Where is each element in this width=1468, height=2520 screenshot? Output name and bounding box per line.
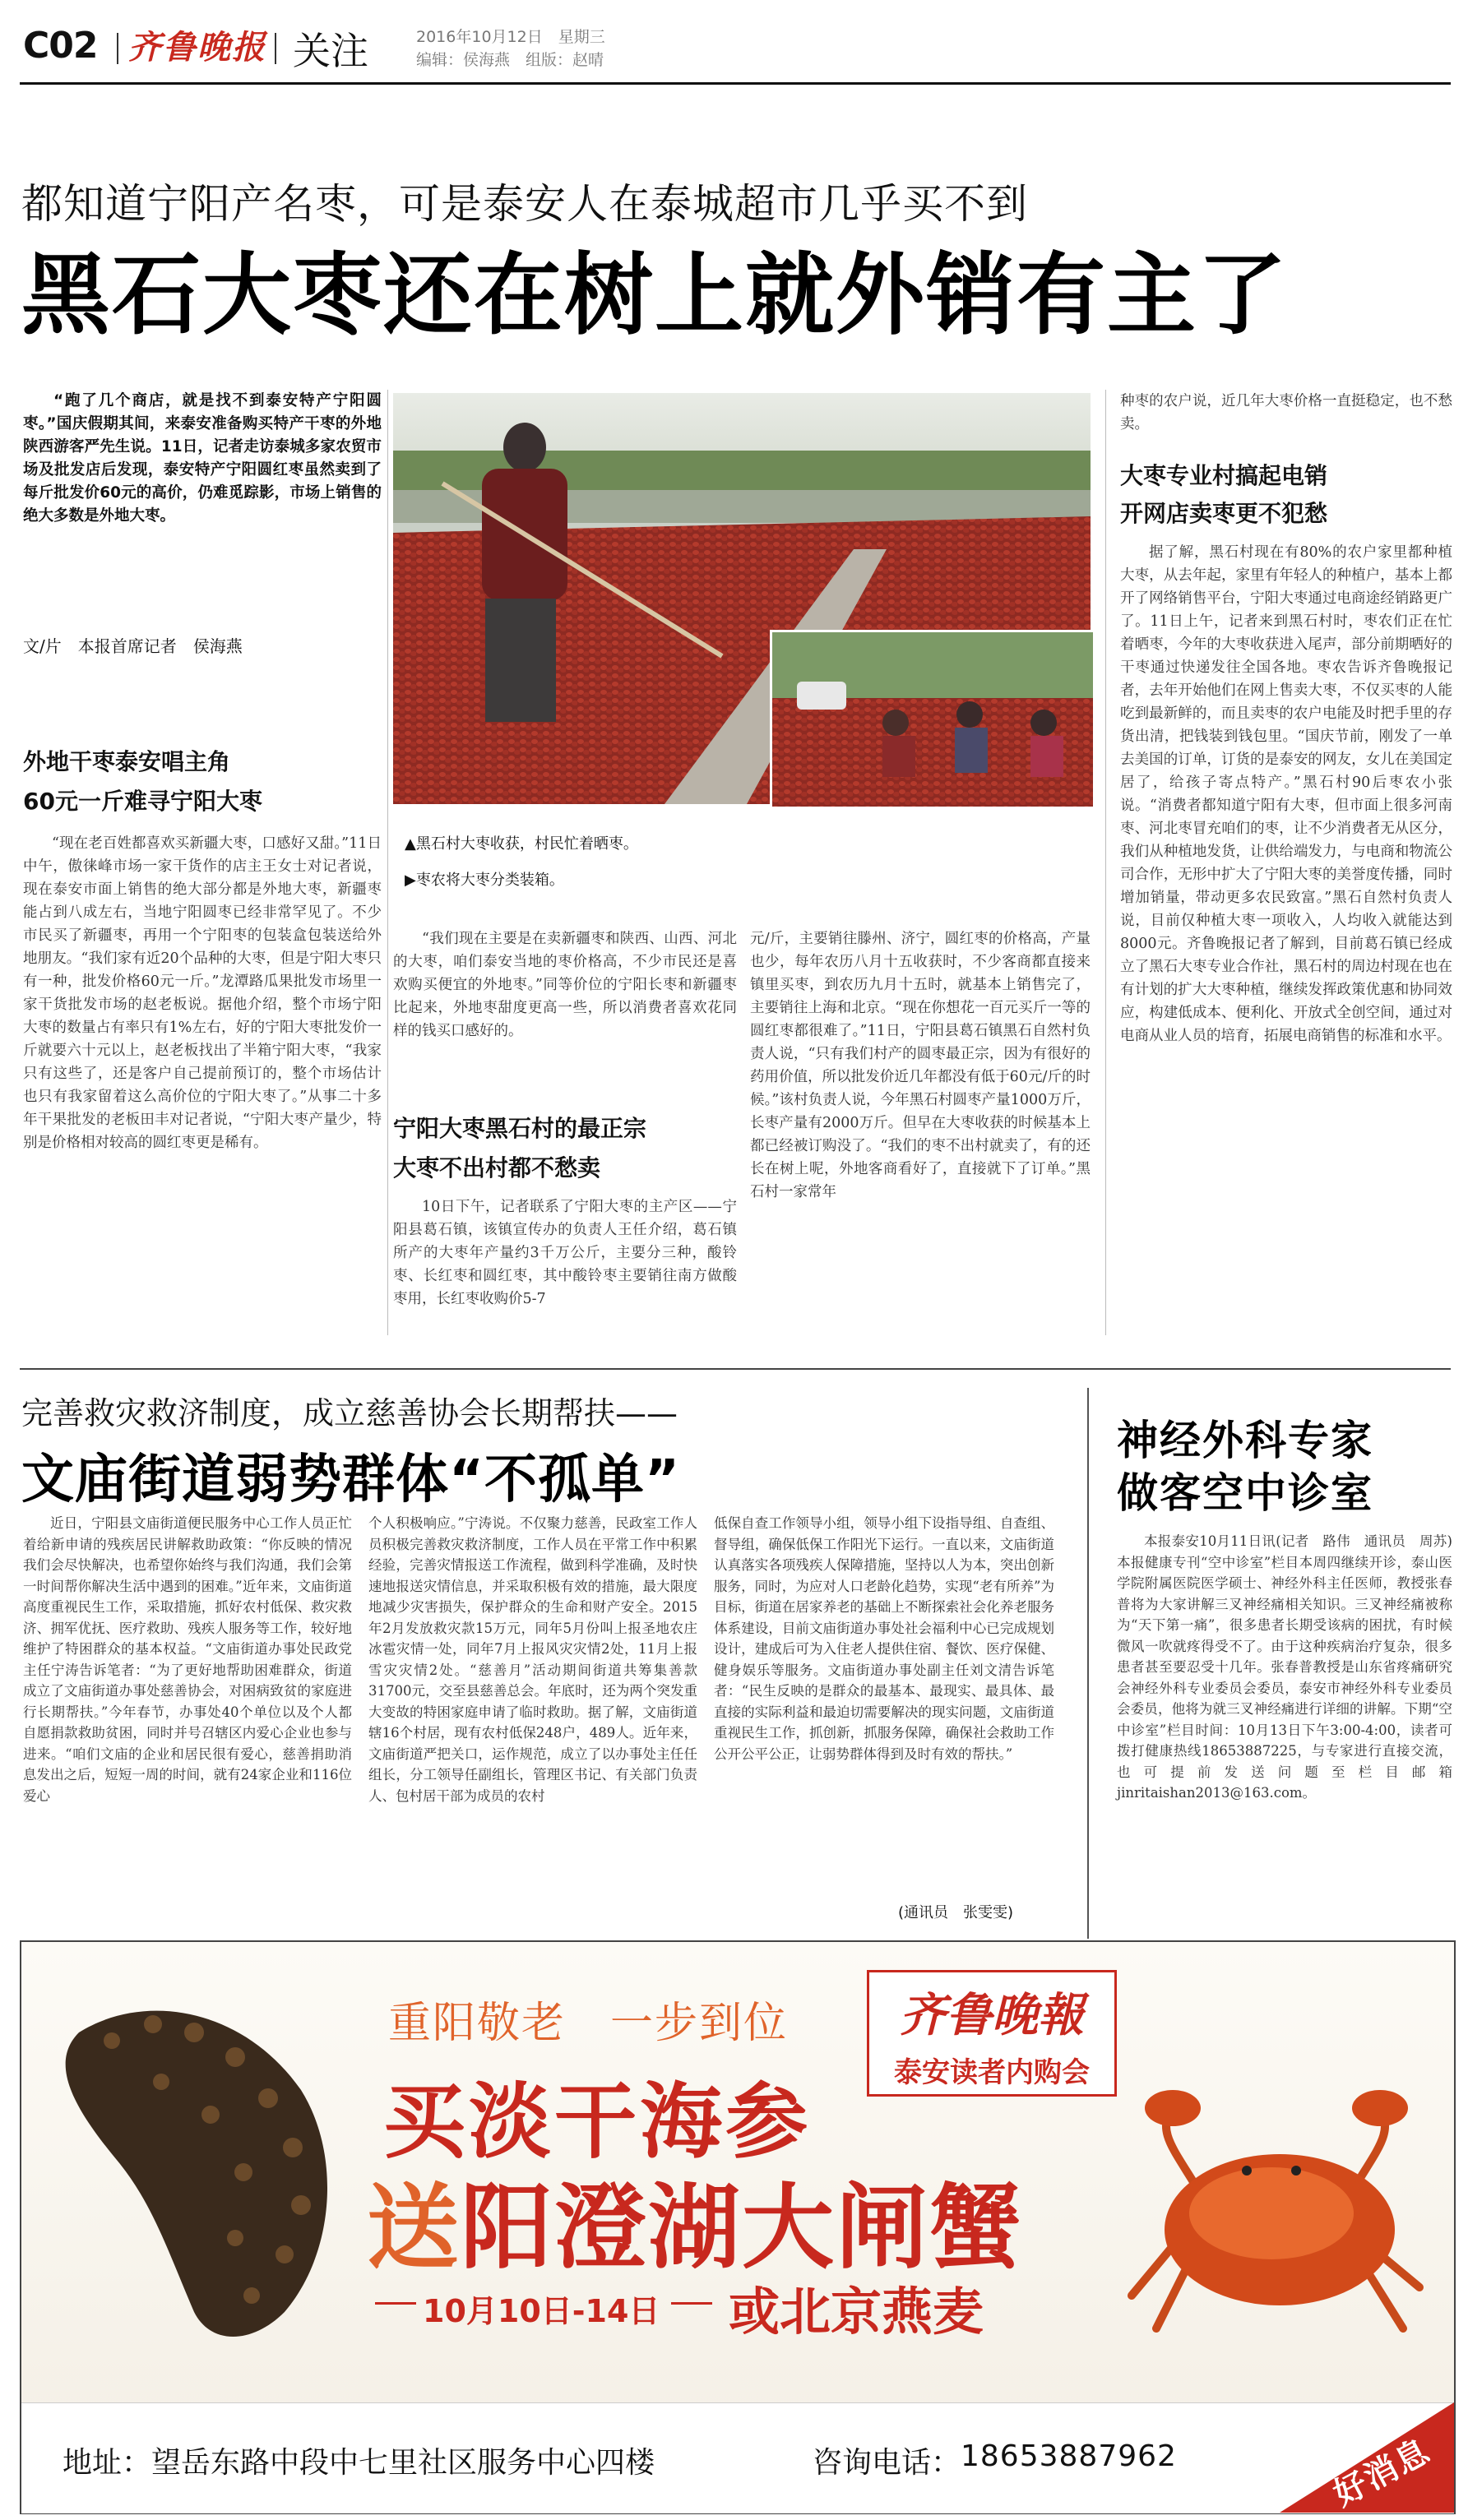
- subhead-2a: 宁阳大枣黑石村的最正宗: [393, 1115, 647, 1142]
- ad-line3-crab: 阳澄湖大闸蟹: [461, 2175, 1023, 2282]
- subhead-1a: 外地干枣泰安唱主角: [23, 748, 231, 775]
- date-rule-right: [671, 2302, 712, 2305]
- ad-brand-logo: 齐鲁晚報: [900, 1988, 1084, 2042]
- date-rule-left: [375, 2302, 416, 2305]
- story2-col-2: [368, 1513, 697, 1932]
- article-col-4a: [1120, 390, 1452, 439]
- col3-text: 元/斤，主要销往滕州、济宁，圆红枣的价格高，产量也少，每年农历八月十五收获时，不少客商都直接来镇里买枣，到农历九月十五时，就基本上销售完了，主要销往上海和北京。“现在你想花一百元买斤一等的圆红枣都很难了。”11日，宁阳县葛石镇黑石自然村负责人说，“只有我们村产的圆枣最正宗，因为有很好的药用价值，所以批发价近几年都没有低于60元/斤的时候。”该村负责人说，今年黑石村圆枣产量1000万斤，长枣产量有2000万斤。但早在大枣收获的时候基本上都已经被订购没了。“我们的枣不出村就卖了，有的还长在树上呢，外地客商看好了，直接就下了订单。”黑石村一家常年: [750, 931, 1091, 1200]
- hairy-crab-image: [1123, 2082, 1444, 2353]
- ad-line1: 重阳敬老 一步到位: [388, 1999, 789, 2048]
- ad-or: 或北京燕麦: [729, 2282, 984, 2342]
- col4b-text: 据了解，黑石村现在有80%的农户家里都种植大枣，从去年起，家里有年轻人的种植户，基本上都开了网络销售平台，宁阳大枣通过电商途经销路更广了。11日上午，记者来到黑石村时，枣农们正在忙着晒枣，今年的大枣收获进入尾声，部分前期晒好的干枣通过快递发往全国各地。枣农告诉齐鲁晚报记者，去年开始他们在网上售卖大枣，不仅买枣的人能吃到最新鲜的，而且卖枣的农户电能及时把手里的存货出清，把钱装到钱包里。“国庆节前，刚发了一单去美国的订单，订货的是泰安的网友，女儿在美国定居了，给孩子寄点特产。”黑石村90后枣农小张说。“消费者都知道宁阳有大枣，但市面上很多河南枣、河北枣冒充咱们的枣，让不少消费者无从区分，我们从种植地发货，让供给端发力，与电商和物流公司合作，无形中扩大了宁阳大枣的美誉度传播，同时增加销量，带动更多农民致富。”黑石自然村负责人说，目前仅种植大枣一项收入，人均收入就能达到8000元。齐鲁晚报记者了解到，目前葛石镇已经成立了黑石大枣专业合作社，黑石村的周边村现在也在有计划的扩大大枣种植，继续发挥政策优惠和协同效应，构建低成本、便利化、开放式全创空间，通过对电商从业人员的培育，拓展电商销售的标准和水平。: [1120, 544, 1452, 1044]
- photo-caption-1: ▲黑石村大枣收获，村民忙着晒枣。: [405, 835, 638, 853]
- story2-col-3: [714, 1513, 1054, 1899]
- story2-kicker: 完善救灾救济制度，成立慈善协会长期帮扶——: [21, 1395, 678, 1431]
- ad-phone-label: 咨询电话：: [813, 2446, 961, 2480]
- story2-byline: (通讯员 张雯雯): [898, 1904, 1014, 1921]
- col-rule-1: [387, 390, 388, 1335]
- col-rule-3: [1105, 390, 1106, 1335]
- story2-col2-text: 个人积极响应。”宁涛说。不仅聚力慈善，民政室工作人员积极完善救灾救济制度，工作人员在平常工作中积累经验，完善灾情报送工作流程，做到科学准确，及时快速地报送灾情信息，并采取积极有效的措施，最大限度地减少灾害损失，保护群众的生命和财产安全。2015年2月发放救灾款15万元，同年5月份叫上报圣地农庄冰雹灾情一处，同年7月上报风灾灾情2处，11月上报雪灾灾情2处。“慈善月”活动期间街道共筹集善款31700元，交至县慈善总会。年底时，还为两个突发重大变故的特困家庭申请了临时救助。据了解，文庙街道辖16个村居，现有农村低保248户，489人。近年来，文庙街道严把关口，运作规范，成立了以办事处主任任组长，分工领导任副组长，管理区书记、有关部门负责人、包村居干部为成员的农村: [368, 1515, 697, 1804]
- advertisement: [20, 1940, 1456, 2514]
- header-rule: [20, 82, 1451, 85]
- brand-box: [867, 1970, 1117, 2097]
- col1-text: “现在老百姓都喜欢买新疆大枣，口感好又甜。”11日中午，傲徕峰市场一家干货作的店主王女士对记者说，现在泰安市面上销售的绝大部分都是外地大枣，新疆枣能占到八成左右，当地宁阳圆枣已经非常罕见了。不少市民买了新疆枣，再用一个宁阳枣的包装盒包装送给外地朋友。“我们家有近20个品种的大枣，但是宁阳大枣只有一种，批发价格60元一斤。”龙潭路瓜果批发市场里一家干货批发市场的赵老板说。据他介绍，整个市场宁阳大枣的数量占有率只有1%左右，好的宁阳大枣批发价一斤就要六十元以上，赵老板找出了半箱宁阳大枣，“我家只有这些了，还是客户自己提前预订的，整个市场估计也只有我家留着这么高价位的宁阳大枣了。”从事二十多年干果批发的老板田丰对记者说，“宁阳大枣产量少，特别是价格相对较高的圆红枣更是稀有。: [23, 835, 382, 1151]
- ad-line3: [367, 2154, 1023, 2286]
- sea-cucumber-image: [30, 1958, 375, 2353]
- section-rule-1: [20, 1368, 1451, 1370]
- col2b-text: 10日下午，记者联系了宁阳大枣的主产区——宁阳县葛石镇，该镇宣传办的负责人王任介绍，葛石镇所产的大枣年产量约3千万公斤，主要分三种，酸铃枣、长红枣和圆红枣，其中酸铃枣主要销往南方做酸枣用，长红枣收购价5-7: [393, 1199, 737, 1307]
- article-col-3: [750, 927, 1091, 1330]
- page-number: C02: [23, 25, 98, 67]
- article-col-2b: [393, 1195, 737, 1334]
- story2-col-1: [23, 1513, 352, 1932]
- header-editors: 编辑：侯海燕 组版：赵晴: [416, 51, 604, 69]
- subhead-3b: 开网店卖枣更不犯愁: [1120, 500, 1328, 527]
- ad-address-label: 地址：: [63, 2446, 152, 2480]
- photo-caption-2: ▶枣农将大枣分类装箱。: [405, 872, 564, 889]
- col4a-text: 种枣的农户说，近几年大枣价格一直挺稳定，也不愁卖。: [1120, 393, 1452, 432]
- ad-address: 望岳东路中段中七里社区服务中心四楼: [151, 2446, 655, 2480]
- ad-phone: 18653887962: [961, 2439, 1177, 2473]
- inset-photo: [770, 630, 1093, 807]
- story3-headline-1: 神经外科专家: [1117, 1417, 1373, 1464]
- ad-date: 10月10日-14日: [423, 2293, 660, 2329]
- header-divider-2: [275, 33, 276, 64]
- ad-brand-sub: 泰安读者内购会: [894, 2056, 1090, 2089]
- main-headline: 黑石大枣还在树上就外销有主了: [21, 244, 1289, 347]
- subhead-1b: 60元一斤难寻宁阳大枣: [23, 788, 262, 815]
- subhead-3a: 大枣专业村搞起电销: [1120, 462, 1328, 489]
- article-col-4b: [1120, 541, 1452, 1330]
- col2a-text: “我们现在主要是在卖新疆枣和陕西、山西、河北的大枣，咱们泰安当地的枣价格高，不少市民还是喜欢购买便宜的外地枣。”同等价位的宁阳长枣和新疆枣比起来，外地枣甜度更高一些，所以消费者喜欢花同样的钱买口感好的。: [393, 931, 737, 1039]
- byline: 文/片 本报首席记者 侯海燕: [23, 636, 243, 656]
- subhead-2b: 大枣不出村都不愁卖: [393, 1154, 601, 1181]
- ad-footer: [21, 2402, 1454, 2513]
- article-col-2a: [393, 927, 737, 1092]
- sorting-dates-photo: [772, 632, 1093, 807]
- story2-headline: 文庙街道弱势群体“不孤单”: [21, 1450, 681, 1510]
- ad-line2: 买淡干海参: [383, 2074, 811, 2170]
- main-photo: [393, 393, 1091, 804]
- masthead-logo: 齐鲁晚报: [128, 28, 266, 67]
- story3-text-box: [1117, 1531, 1466, 1926]
- ad-badge-text: 好消息: [1327, 2431, 1438, 2514]
- col-rule-s2: [1087, 1388, 1089, 1939]
- story3-headline-2: 做客空中诊室: [1117, 1469, 1373, 1517]
- header-divider: [117, 33, 118, 64]
- header-date: 2016年10月12日 星期三: [416, 28, 605, 46]
- story2-col3-text: 低保自查工作领导小组，领导小组下设指导组、自查组、督导组，确保低保工作阳光下运行。一直以来，文庙街道认真落实各项残疾人保障措施，坚持以人为本，突出创新服务，同时，为应对人口老龄化趋势，实现“老有所养”为目标，街道在居家养老的基础上不断探索社会化养老服务体系建设，目前文庙街道办事处社会福利中心已完成规划设计，建成后可为入住老人提供住宿、餐饮、医疗保健、健身娱乐等服务。文庙街道办事处副主任刘文清告诉笔者：“民生反映的是群众的最基本、最现实、最具体、最直接的实际利益和最迫切需要解决的现实问题，文庙街道重视民生工作，抓创新，抓服务保障，确保社会救助工作公开公平公正，让弱势群体得到及时有效的帮扶。”: [714, 1515, 1054, 1762]
- story2-col1-text: 近日，宁阳县文庙街道便民服务中心工作人员正忙着给新申请的残疾居民讲解救助政策：“你反映的情况我们会尽快解决，也希望你始终与我们沟通，我们会第一时间帮你解决生活中遇到的困难。”近年来，文庙街道高度重视民生工作，采取措施，抓好农村低保、救灾救济、拥军优抚、医疗救助、残疾人服务等工作，较好地维护了特困群众的基本权益。“文庙街道办事处民政党主任宁涛告诉笔者：“为了更好地帮助困难群众，街道成立了文庙街道办事处慈善协会，对困病致贫的家庭进行长期帮扶。”今年春节，办事处40个单位以及个人都自愿捐款救助贫困，同时并号召辖区内爱心企业也参与进来。“咱们文庙的企业和居民很有爱心，慈善捐助消息发出之后，短短一周的时间，就有24家企业和116位爱心: [23, 1515, 352, 1804]
- story3-text: 本报泰安10月11日讯(记者 路伟 通讯员 周苏) 本报健康专刊“空中诊室”栏目本周四继续开诊，泰山医学院附属医院医学硕士、神经外科主任医师，教授张春普将为大家讲解三叉神经痛相关知识。三叉神经痛被称为“天下第一痛”，很多患者长期受该病的困扰，有时候微风一吹就疼得受不了。由于这种疾病治疗复杂，很多患者甚至要忍受十几年。张春普教授是山东省疼痛研究会神经外科专业委员会委员，泰安市神经外科专业委员会委员，他将为就三叉神经痛进行详细的讲解。下期“空中诊室”栏目时间：10月13日下午3:00-4:00，读者可拨打健康热线18653887225，与专家进行直接交流，也可提前发送问题至栏目邮箱jinritaishan2013@163.com。: [1117, 1533, 1466, 1801]
- ad-line3-send: 送: [367, 2175, 461, 2282]
- lead-text: “跑了几个商店，就是找不到泰安特产宁阳圆枣。”国庆假期其间，来泰安准备购买特产干枣的外地陕西游客严先生说。11日，记者走访泰城多家农贸市场及批发店后发现，泰安特产宁阳圆红枣虽然卖到了每斤批发价60元的高价，仍难觅踪影，市场上销售的绝大多数是外地大枣。: [23, 392, 382, 525]
- section-title: 关注: [293, 29, 368, 73]
- article-col-1: [23, 832, 382, 1325]
- main-kicker: 都知道宁阳产名枣，可是泰安人在泰城超市几乎买不到: [21, 180, 1028, 228]
